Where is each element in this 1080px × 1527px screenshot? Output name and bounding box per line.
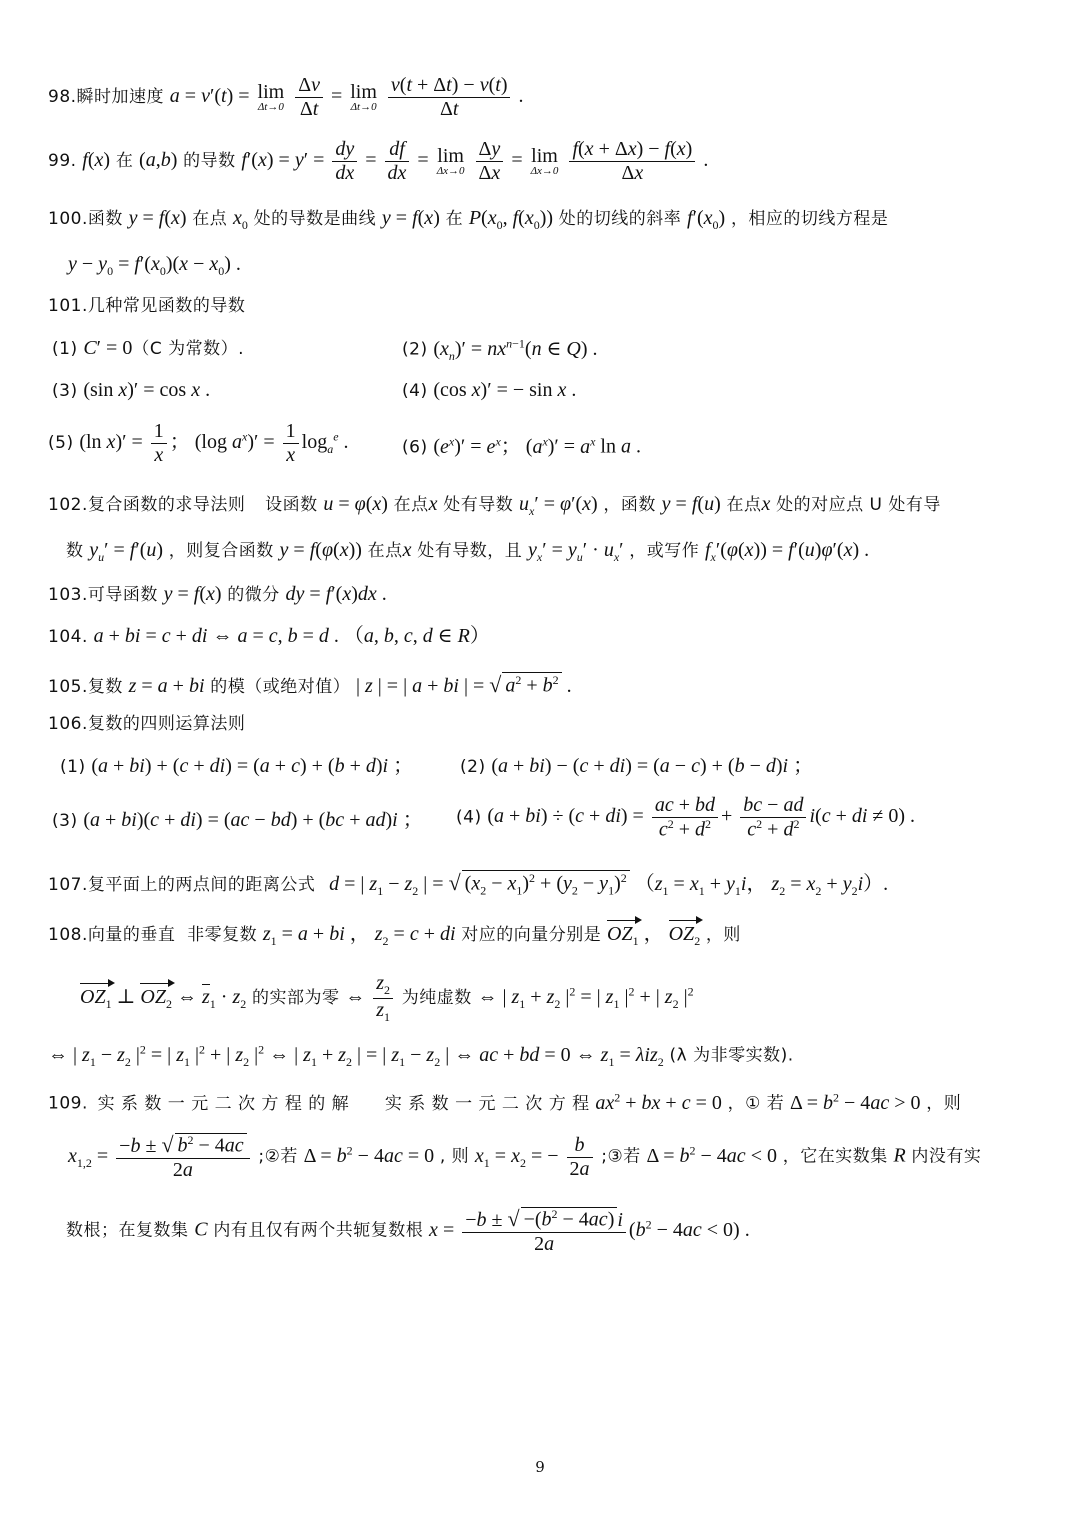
formula-98 — [48, 74, 523, 121]
complex-op-3: (3) (a + bi)(c + di) = (ac − bd) + (bc + ad)i ； — [52, 809, 423, 831]
formula-109: 109. 实 系 数 一 元 二 次 方 程 的 解 实 系 数 一 元 二 次 方 程 $ax^2$ + bx + c = 0 ，① 若 $\Delta = b^2 - 4ac > 0$ ，则 — [48, 1090, 962, 1114]
item-title: 瞬时加速度 — [76, 87, 165, 108]
complex-op-1: (1) (a + bi) + (c + di) = (a + c) + (b + d)i ； — [60, 755, 414, 777]
formula-109-cont: $x_{1,2}$ = $\frac{-b \pm √ b^2 - 4ac}{2a}$ ;②若 $\Delta = b^2 - 4ac = 0$ , 则 $x_1 = x_2$ = − $\frac{b}{2a}$ ;③若 $\Delta = b^2 - 4ac < 0$ ，它在实数集 R 内没有实 — [68, 1132, 982, 1181]
item-number: 99. — [48, 151, 77, 172]
derivative-2: (2) $(x_n)' = nx^{n-1}(n$ ∈ Q) . — [402, 336, 598, 363]
formula-102-cont: 数 $y_u' = f'(u)$ ，则复合函数 y = f(φ(x)) 在点x 处有导数，且 $y_x' = y_u' \cdot u_x'$ ，或写作 $f_x'(\varphi(x)) = f'(u)\varphi'(x)$ . — [66, 539, 870, 564]
derivative-6: (6) $(e^x)' = e^x$； $(a^x)' = a^x$ ln a . — [402, 434, 641, 458]
math-expr: a = v′(t) = lim Δt→0 $\frac{\Delta v}{\Delta t}$ = lim Δt→0 $\frac{v(t + \Delta t) - v(t)}{\Delta t}$ . — [169, 74, 524, 120]
heading-106: 106.复数的四则运算法则 — [48, 714, 246, 734]
derivative-1: (1) C′ = 0（C 为常数）. — [52, 337, 245, 359]
complex-op-2: (2) (a + bi) − (c + di) = (a − c) + (b − d)i ； — [460, 755, 814, 777]
formula-108-cont: $OZ_1$ ⊥ $OZ_2$ ⇔ $z_1 \cdot z_2$ 的实部为零 ⇔ $\frac{z_2}{z_1}$ 为纯虚数 ⇔ | $z_1 + z_2$ $|^2$ = | $z_1$ $|^2$ + | $z_2$ $|^2$ — [80, 972, 694, 1024]
formula-99: 99. f(x) 在 (a,b) 的导数 f′(x) = y′ = $\frac{dy}{dx}$ = $\frac{df}{dx}$ = lim Δx→0 $\frac{\Delta y}{\Delta x}$ = lim Δx→0 $\frac{f(x + \Delta x) - f(x)}{\Delta x}$ . — [48, 138, 709, 184]
derivative-4: (4) (cos x)′ = − sin x . — [402, 379, 577, 401]
formula-107: 107.复平面上的两点间的距离公式 d = | $z_1 - z_2$ | = √ $(x_2 - x_1)^2 + (y_2 - y_1)^2$ （$z_1 = x_1 + y_1i$， $z_2 = x_2 + y_2i$）. — [48, 870, 889, 898]
formula-108-cont2: ⇔ | $z_1 - z_2$ $|^2$ = | $z_1$ $|^2$ + | $z_2$ $|^2$ ⇔ | $z_1 + z_2$ | = | $z_1 - z_2$ | ⇔ ac + bd = 0 ⇔ $z_1 = \lambda iz_2$ (λ 为非零实数). — [48, 1042, 794, 1069]
formula-109-cont2: 数根；在复数集 C 内有且仅有两个共轭复数根 x = $\frac{-b \pm √ -(b^2 - 4ac) i}{2a}$ $(b^2 - 4ac < 0)$ . — [66, 1206, 750, 1255]
tangent-line-equation: $y - y_0 = f'(x_0)(x - x_0)$ . — [68, 253, 241, 278]
derivative-5: (5) (ln x)′ = $\frac{1}{x}$ ； (log $a^x)'$ = $\frac{1}{x}$ $\log_a^e$ . — [48, 420, 349, 466]
math-expr: f′(x) = y′ = $\frac{dy}{dx}$ = $\frac{df}{dx}$ = lim Δx→0 $\frac{\Delta y}{\Delta x}$ = lim Δx→0 $\frac{f(x + \Delta x) - f(x)}{\Delta x}$ . — [241, 138, 709, 184]
formula-104: 104. a + bi = c + di ⇔ a = c, b = d . （a, b, c, d ∈ R） — [48, 625, 490, 647]
formula-108: 108.向量的垂直 非零复数 $z_1 = a$ + bi ， $z_2 = c$ + di 对应的向量分别是 $OZ_1$ ， $OZ_2$ ，则 — [48, 920, 741, 948]
page-number: 9 — [535, 1458, 545, 1476]
derivative-3: (3) (sin x)′ = cos x . — [52, 379, 211, 401]
formula-105: 105.复数 z = a + bi 的模（或绝对值） | z | = | a + bi | = √ $a^2 + b^2$ . — [48, 672, 572, 697]
heading-101: 101.几种常见函数的导数 — [48, 296, 246, 316]
formula-102: 102.复合函数的求导法则 设函数 u = φ(x) 在点x 处有导数 $u_x' = \varphi'(x)$ ，函数 y = f(u) 在点x 处的对应点 U 处有导 — [48, 493, 941, 518]
formula-103: 103.可导函数 y = f(x) 的微分 dy = f′(x)dx . — [48, 583, 387, 605]
item-number: 98. — [48, 87, 77, 108]
complex-op-4: (4) (a + bi) ÷ (c + di) = $\frac{ac + bd}{c^2 + d^2}$ + $\frac{bc - ad}{c^2 + d^2}$ i(c + di ≠ 0) . — [456, 794, 916, 841]
formula-100: 100.函数 y = f(x) 在点 $x_0$ 处的导数是曲线 y = f(x) 在 $P(x_0$, $f(x_0)$) 处的切线的斜率 $f'(x_0)$ ，相应的切线方程是 — [48, 207, 889, 232]
